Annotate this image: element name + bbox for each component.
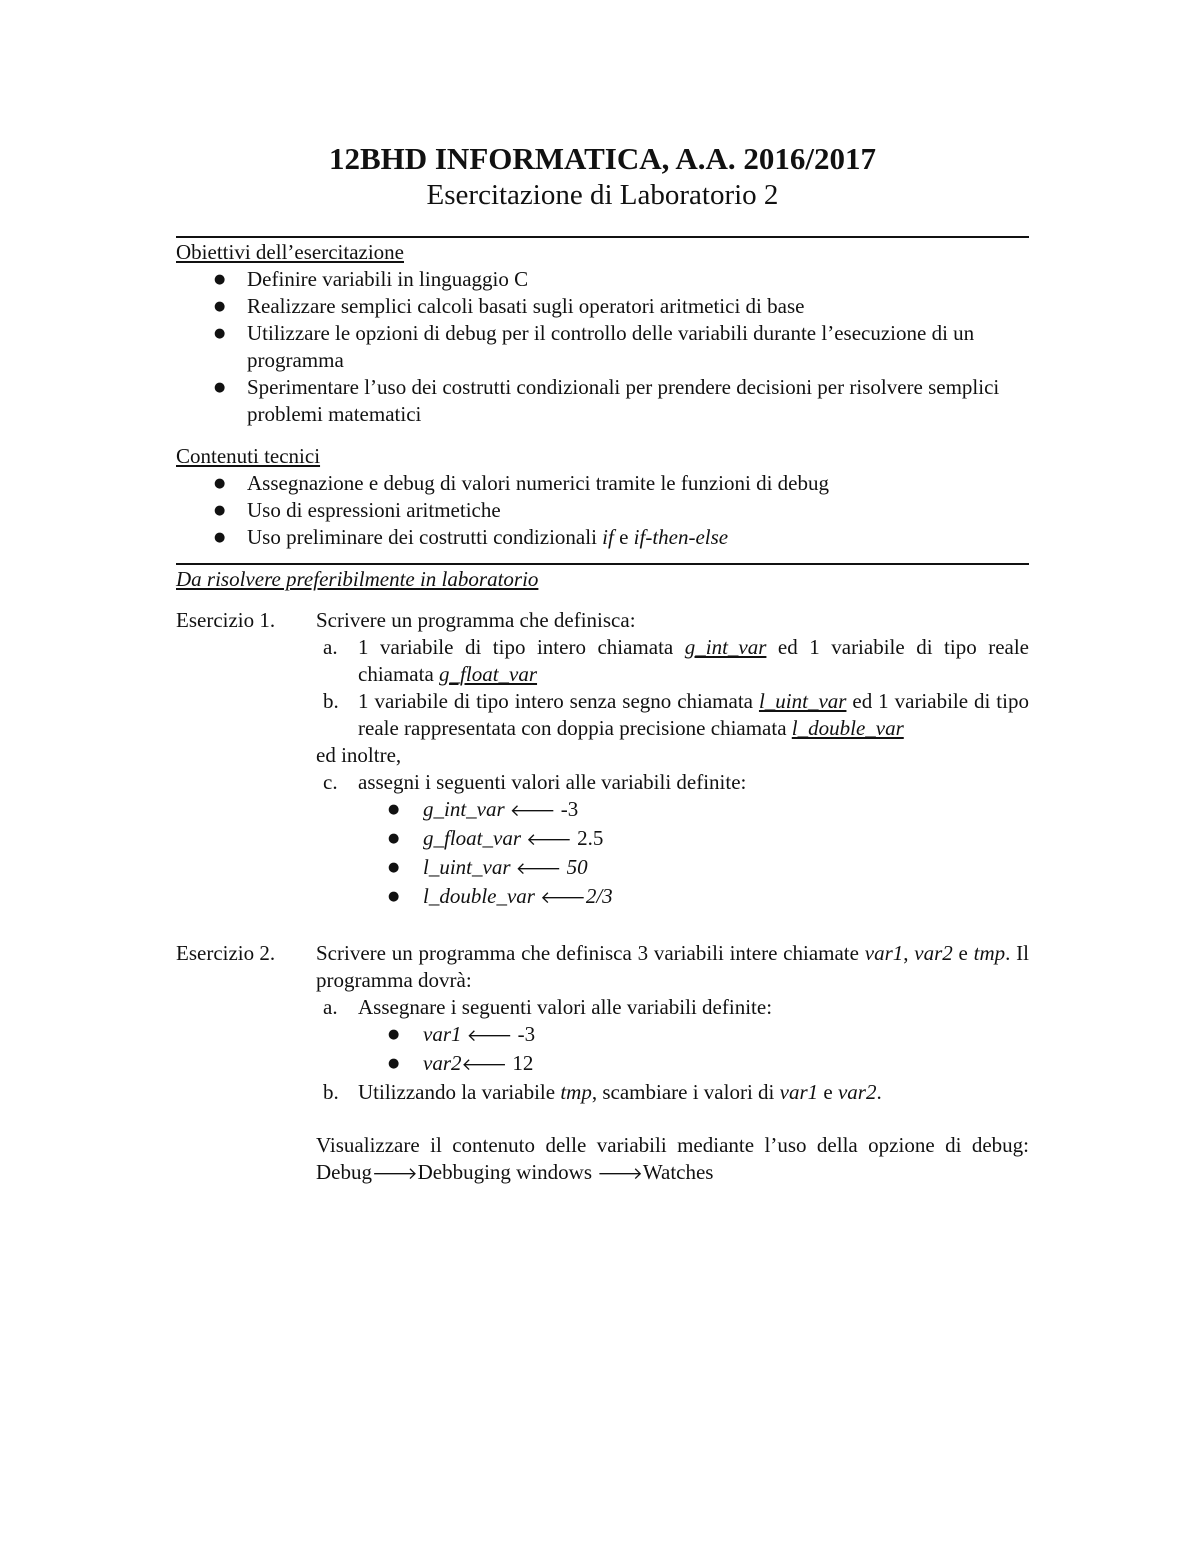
document-page — [176, 140, 1029, 1188]
assignment-value: 50 — [561, 855, 588, 879]
exercise-2-debug-instructions — [316, 1132, 1029, 1188]
var-name: var2 — [423, 1051, 462, 1075]
item-letter: b. — [323, 689, 339, 713]
assignment-item — [423, 854, 1029, 883]
assignment-item — [423, 883, 1029, 912]
exercise-2 — [176, 940, 1029, 1188]
var-name: g_int_var — [423, 797, 505, 821]
left-arrow-icon: 🡐 — [515, 859, 562, 879]
text: 1 variabile di tipo intero chiamata — [358, 635, 685, 659]
var-name: l_double_var — [791, 716, 904, 740]
list-item: ● Definire variabili in linguaggio C — [247, 266, 1029, 293]
list-item: ● Utilizzare le opzioni di debug per il controllo delle variabili durante l’esecuzione di un programma — [247, 320, 1029, 374]
keyword-if: if — [602, 525, 614, 549]
text: . — [876, 1080, 882, 1104]
exercise-1-item-b — [316, 688, 1029, 742]
keyword-if-then-else: if-then-else — [633, 525, 729, 549]
var-name: l_uint_var — [423, 855, 511, 879]
technical-list — [176, 470, 1029, 551]
text: Uso preliminare dei costrutti condizionali — [247, 525, 603, 549]
objectives-list — [176, 266, 1029, 428]
list-item: ● Sperimentare l’uso dei costrutti condizionali per prendere decisioni per risolvere semplici problemi matematici — [247, 374, 1029, 428]
var-name: g_float_var — [439, 662, 538, 686]
objectives-heading: Obiettivi dell’esercitazione — [176, 240, 404, 264]
exercise-1-intro: Scrivere un programma che definisca: — [316, 608, 636, 632]
exercise-2-item-a — [316, 994, 1029, 1021]
text: ed 1 variabile di tipo reale chiamata — [358, 635, 1030, 686]
var-name: tmp — [560, 1080, 592, 1104]
exercise-1-assignments — [316, 796, 1029, 912]
assignment-value: 2/3 — [585, 884, 613, 908]
text: . Il programma dovrà: — [316, 941, 1030, 992]
var-name: var1 — [779, 1080, 819, 1104]
list-item: ● Uso di espressioni aritmetiche — [247, 497, 1029, 524]
text: 1 variabile di tipo intero senza segno chiamata — [358, 689, 759, 713]
left-arrow-icon: 🡐 — [526, 830, 572, 850]
var-name: var2 — [837, 1080, 877, 1104]
item-letter: c. — [323, 770, 338, 794]
text: e — [613, 525, 634, 549]
lab-heading: Da risolvere preferibilmente in laboratorio — [176, 567, 539, 591]
text: e — [818, 1080, 838, 1104]
text: ed 1 variabile di tipo reale rappresentata con doppia precisione chiamata — [358, 689, 1029, 740]
item-letter: b. — [323, 1080, 339, 1104]
exercise-1-also: ed inoltre, — [316, 743, 402, 767]
lab-divider — [176, 563, 1029, 565]
exercise-1-item-a — [316, 634, 1029, 688]
text: Assegnare i seguenti valori alle variabili definite: — [358, 995, 773, 1019]
left-arrow-icon: 🡐 — [466, 1026, 513, 1046]
text: e — [952, 941, 974, 965]
var-name: l_uint_var — [758, 689, 847, 713]
var-name: var2 — [914, 941, 953, 965]
text: assegni i seguenti valori alle variabili definite: — [358, 770, 747, 794]
exercise-1-item-c — [316, 769, 1029, 796]
assignment-item — [423, 1021, 1029, 1050]
assignment-value: -3 — [512, 1022, 536, 1046]
right-arrow-icon: 🡒 — [597, 1164, 643, 1184]
list-item: ● Assegnazione e debug di valori numerici tramite le funzioni di debug — [247, 470, 1029, 497]
exercise-2-intro — [316, 940, 1029, 994]
assignment-item — [423, 825, 1029, 854]
text: , — [903, 941, 915, 965]
list-item: ● Realizzare semplici calcoli basati sugli operatori aritmetici di base — [247, 293, 1029, 320]
exercise-1-label: Esercizio 1. — [176, 608, 276, 632]
right-arrow-icon: 🡒 — [372, 1164, 418, 1184]
var-name: tmp — [973, 941, 1006, 965]
var-name: g_float_var — [423, 826, 521, 850]
top-divider — [176, 236, 1029, 238]
text: Watches — [642, 1160, 714, 1184]
text: Debbuging windows — [417, 1160, 598, 1184]
assignment-value: 2.5 — [571, 826, 604, 850]
var-name: var1 — [864, 941, 904, 965]
left-arrow-icon: 🡐 — [461, 1055, 508, 1075]
var-name: l_double_var — [423, 884, 535, 908]
assignment-item — [423, 796, 1029, 825]
assignment-item — [423, 1050, 1029, 1079]
technical-heading: Contenuti tecnici — [176, 444, 321, 468]
document-title: 12BHD INFORMATICA, A.A. 2016/2017 — [328, 141, 877, 176]
text: , scambiare i valori di — [591, 1080, 780, 1104]
exercise-2-assignments — [316, 1021, 1029, 1079]
assignment-value: -3 — [555, 797, 579, 821]
left-arrow-icon: 🡐 — [509, 801, 556, 821]
item-letter: a. — [323, 995, 338, 1019]
list-item — [247, 524, 1029, 551]
var-name: g_int_var — [684, 635, 767, 659]
exercise-2-label: Esercizio 2. — [176, 941, 276, 965]
text: Scrivere un programma che definisca 3 variabili intere chiamate — [316, 941, 865, 965]
exercise-2-item-b — [316, 1079, 1029, 1106]
title-block — [176, 140, 1029, 212]
document-subtitle: Esercitazione di Laboratorio 2 — [426, 179, 779, 211]
text: Visualizzare il contenuto delle variabili mediante l’uso della opzione di debug: Debug — [316, 1133, 1029, 1184]
left-arrow-icon: 🡐 — [540, 888, 586, 908]
var-name: var1 — [423, 1022, 462, 1046]
exercise-1 — [176, 607, 1029, 912]
text: Utilizzando la variabile — [358, 1080, 561, 1104]
item-letter: a. — [323, 635, 338, 659]
assignment-value: 12 — [507, 1051, 534, 1075]
